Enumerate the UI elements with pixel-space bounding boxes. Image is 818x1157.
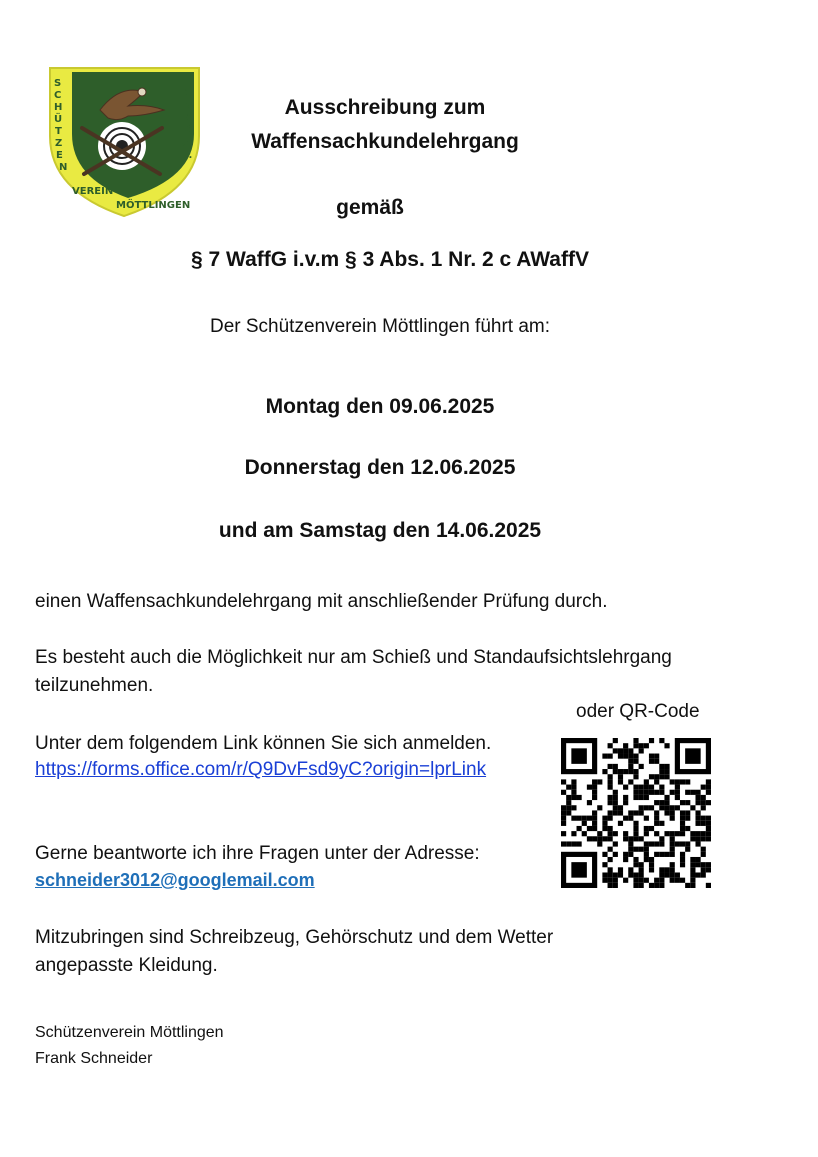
date-3: und am Samstag den 14.06.2025 bbox=[218, 519, 542, 542]
bring-line-2: angepasste Kleidung. bbox=[35, 955, 218, 976]
option-line-2: teilzunehmen. bbox=[35, 675, 154, 696]
register-text: Unter dem folgendem Link können Sie sich anmelden. bbox=[35, 733, 492, 754]
option-line-1: Es besteht auch die Möglichkeit nur am Schieß und Standaufsichtslehrgang bbox=[35, 647, 672, 668]
intro-text: Der Schützenverein Möttlingen führt am: bbox=[209, 316, 551, 337]
date-1: Montag den 09.06.2025 bbox=[265, 395, 495, 418]
title-line-1: Ausschreibung zum bbox=[284, 96, 486, 119]
bring-line-1: Mitzubringen sind Schreibzeug, Gehörschutz und dem Wetter bbox=[35, 927, 554, 948]
register-link[interactable]: https://forms.office.com/r/Q9DvFsd9yC?origin=lprLink bbox=[35, 759, 487, 780]
according-label: gemäß bbox=[336, 196, 404, 219]
date-2: Donnerstag den 12.06.2025 bbox=[244, 456, 516, 479]
signature-name: Frank Schneider bbox=[35, 1050, 153, 1067]
qr-code[interactable] bbox=[556, 738, 716, 888]
svg-text:1973e.V.: 1 9 7 3 e. V. bbox=[182, 88, 193, 161]
qr-label: oder QR-Code bbox=[576, 701, 700, 722]
law-reference: § 7 WaffG i.v.m § 3 Abs. 1 Nr. 2 c AWaffV bbox=[191, 248, 589, 271]
svg-text:VEREINMÖTTLINGEN: VEREINMÖTTLINGEN bbox=[72, 186, 191, 211]
signature-club: Schützenverein Möttlingen bbox=[35, 1024, 224, 1041]
course-description: einen Waffensachkundelehrgang mit anschließender Prüfung durch. bbox=[35, 591, 608, 612]
questions-text: Gerne beantworte ich ihre Fragen unter der Adresse: bbox=[35, 843, 480, 864]
logo-text: S C H Ü T Z E N bbox=[54, 78, 68, 173]
title-line-2: Waffensachkundelehrgang bbox=[251, 130, 519, 153]
club-logo bbox=[48, 66, 201, 218]
email-link[interactable]: schneider3012@googlemail.com bbox=[35, 870, 315, 890]
